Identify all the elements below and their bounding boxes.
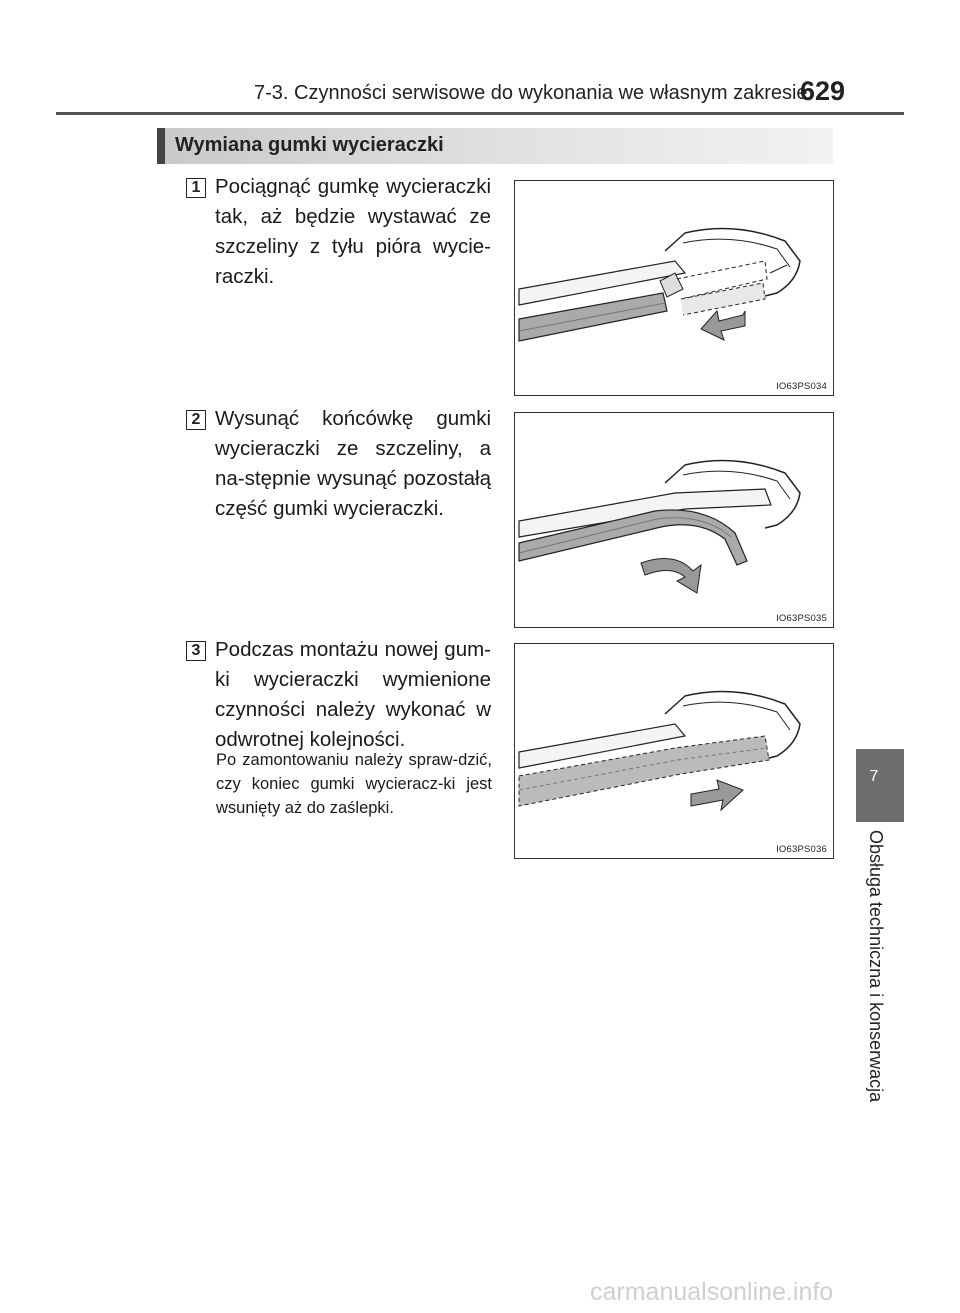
figure-step-1 <box>514 180 834 396</box>
wiper-blade-illustration-2 <box>515 413 834 628</box>
page-header <box>0 72 960 112</box>
figure-step-3 <box>514 643 834 859</box>
page-number: 629 <box>800 76 846 106</box>
section-heading-text: Wymiana gumki wycieraczki <box>175 134 444 156</box>
wiper-blade-illustration-1 <box>515 181 834 396</box>
watermark: carmanualsonline.info <box>590 1278 834 1306</box>
figure-code-3: IO63PS036 <box>776 844 827 855</box>
chapter-side-label-text: Obsługa techniczna i konserwacja <box>866 830 886 1103</box>
step-number-3: 3 <box>186 641 206 661</box>
figure-step-2 <box>514 412 834 628</box>
step-text-3: Podczas montażu nowej gum-ki wycieraczki wymienione czynności należy wykonać w odwrotnej kolejności. <box>215 638 491 751</box>
section-heading <box>157 128 833 164</box>
step-text-1: Pociągnąć gumkę wycieraczki tak, aż będzie wystawać ze szczeliny z tyłu pióra wycie-raczki. <box>215 175 491 288</box>
chapter-title: 7-3. Czynności serwisowe do wykonania we własnym zakresie <box>254 82 808 104</box>
figure-code-2: IO63PS035 <box>776 613 827 624</box>
step-number-1: 1 <box>186 178 206 198</box>
step-text-2: Wysunąć końcówkę gumki wycieraczki ze szczeliny, a na-stępnie wysunąć pozostałą część gumki wycieraczki. <box>215 407 491 520</box>
step-note-3: Po zamontowaniu należy spraw-dzić, czy koniec gumki wycieracz-ki jest wsunięty aż do zaślepki. <box>216 751 492 817</box>
header-divider <box>56 112 904 115</box>
figure-code-1: IO63PS034 <box>776 381 827 392</box>
chapter-side-label <box>866 830 886 1130</box>
section-heading-bar <box>157 128 165 164</box>
step-number-2: 2 <box>186 410 206 430</box>
wiper-blade-illustration-3 <box>515 644 834 859</box>
chapter-tab-number: 7 <box>869 768 879 785</box>
